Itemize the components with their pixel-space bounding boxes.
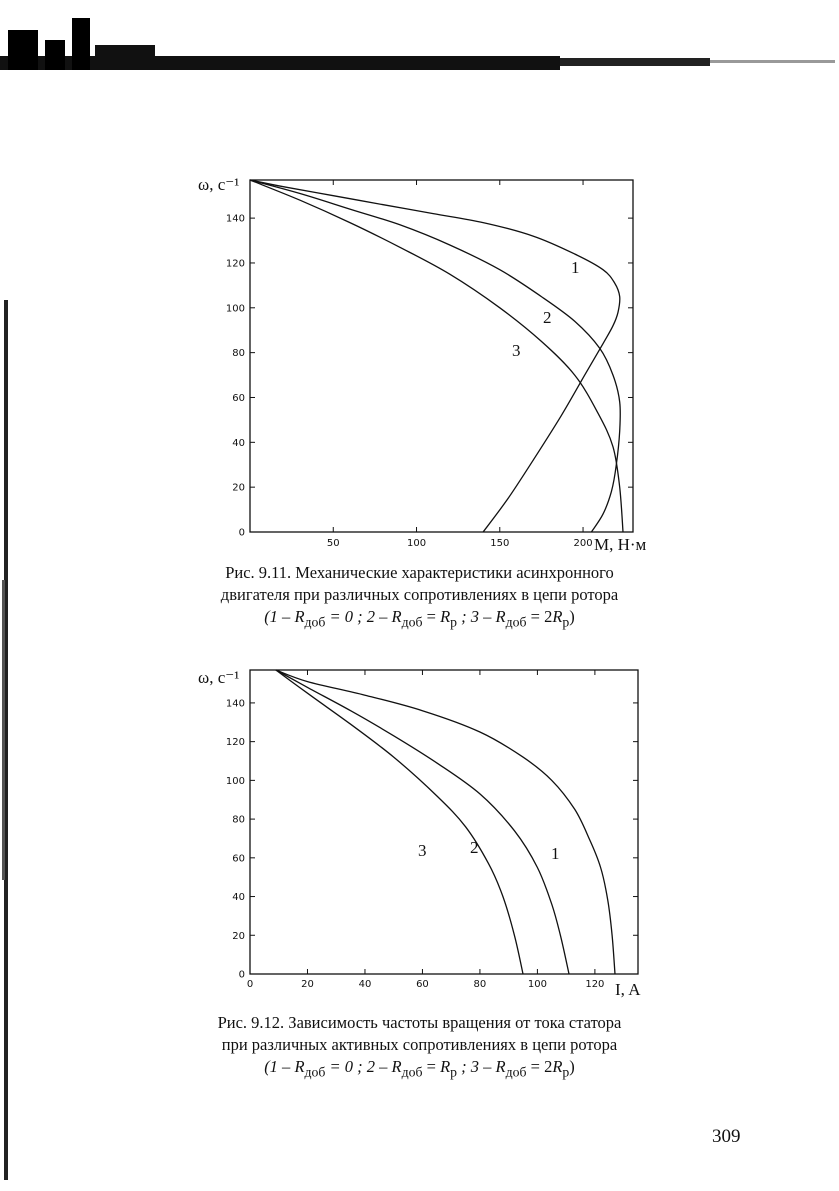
y-tick-label: 140 <box>225 213 245 225</box>
scan-header-band <box>0 0 839 80</box>
series-line-1 <box>250 180 620 532</box>
x-tick-label: 100 <box>406 538 427 549</box>
y-tick-label: 100 <box>225 775 245 787</box>
y-tick-label: 40 <box>232 437 245 449</box>
x-tick-label: 150 <box>490 538 510 549</box>
y-tick-label: 120 <box>225 737 245 749</box>
figure-caption-9-11 <box>100 562 739 633</box>
y-axis-label: ω, с⁻¹ <box>198 668 240 687</box>
y-tick-label: 40 <box>232 892 245 904</box>
y-tick-label: 20 <box>232 930 245 942</box>
curves <box>250 180 623 532</box>
curve-label-2: 2 <box>543 308 552 327</box>
caption-line-2: при различных активных сопротивлениях в цепи ротора <box>221 1035 618 1054</box>
x-tick-label: 50 <box>326 538 340 549</box>
curve-label-1: 1 <box>571 258 580 277</box>
series-line-3 <box>276 670 523 974</box>
x-axis-label: M, Н·м <box>594 535 647 554</box>
y-tick-label: 60 <box>232 392 245 404</box>
y-tick-label: 0 <box>238 969 245 981</box>
x-tick-label: 120 <box>585 979 605 990</box>
y-tick-label: 140 <box>225 698 245 710</box>
series-line-2 <box>250 180 620 532</box>
figure-caption-9-12 <box>100 1012 739 1083</box>
chart-speed-vs-current <box>0 655 839 1015</box>
x-tick-label: 200 <box>573 538 593 549</box>
caption-line-3: ($1 - R_{доб} = 0$ ; $2 - R_{доб} = R_р$ ; $3 - R_{доб} = 2R_р$) <box>264 1057 575 1080</box>
series-line-1 <box>276 670 615 974</box>
x-tick-label: 20 <box>301 979 314 990</box>
y-axis-label: ω, с⁻¹ <box>198 175 240 194</box>
y-tick-label: 80 <box>232 814 245 826</box>
x-tick-label: 0 <box>246 979 254 990</box>
chart-mechanical-characteristics <box>0 160 839 560</box>
x-axis-label: I, A <box>615 980 641 999</box>
y-tick-label: 0 <box>238 527 245 539</box>
x-ticks <box>327 180 593 549</box>
y-tick-label: 80 <box>232 348 245 360</box>
curve-label-3: 3 <box>512 341 521 360</box>
caption-line-3: ($1 - R_{доб} = 0$ ; $2 - R_{доб} = R_р$ ; $3 - R_{доб} = 2R_р$) <box>264 607 575 630</box>
page-number: 309 <box>712 1126 741 1147</box>
y-tick-label: 100 <box>225 303 245 315</box>
x-tick-label: 60 <box>416 979 429 990</box>
x-tick-label: 40 <box>358 979 372 990</box>
caption-line-1: Рис. 9.11. Механические характеристики асинхронного <box>225 563 614 582</box>
series-line-3 <box>250 180 623 532</box>
y-tick-label: 120 <box>225 258 245 270</box>
x-tick-label: 100 <box>527 979 547 990</box>
series-line-2 <box>276 670 569 974</box>
caption-line-2: двигателя при различных сопротивлениях в цепи ротора <box>220 585 619 604</box>
y-ticks <box>226 698 638 980</box>
curve-label-2: 2 <box>470 838 479 857</box>
curve-label-3: 3 <box>418 841 427 860</box>
x-ticks <box>247 670 605 990</box>
caption-line-1: Рис. 9.12. Зависимость частоты вращения от тока статора <box>217 1013 622 1032</box>
plot-frame <box>250 670 638 974</box>
y-tick-label: 60 <box>232 853 245 865</box>
curves <box>276 670 615 974</box>
x-tick-label: 80 <box>473 979 487 990</box>
y-tick-label: 20 <box>232 482 245 494</box>
plot-frame <box>250 180 633 532</box>
curve-label-1: 1 <box>551 844 560 863</box>
